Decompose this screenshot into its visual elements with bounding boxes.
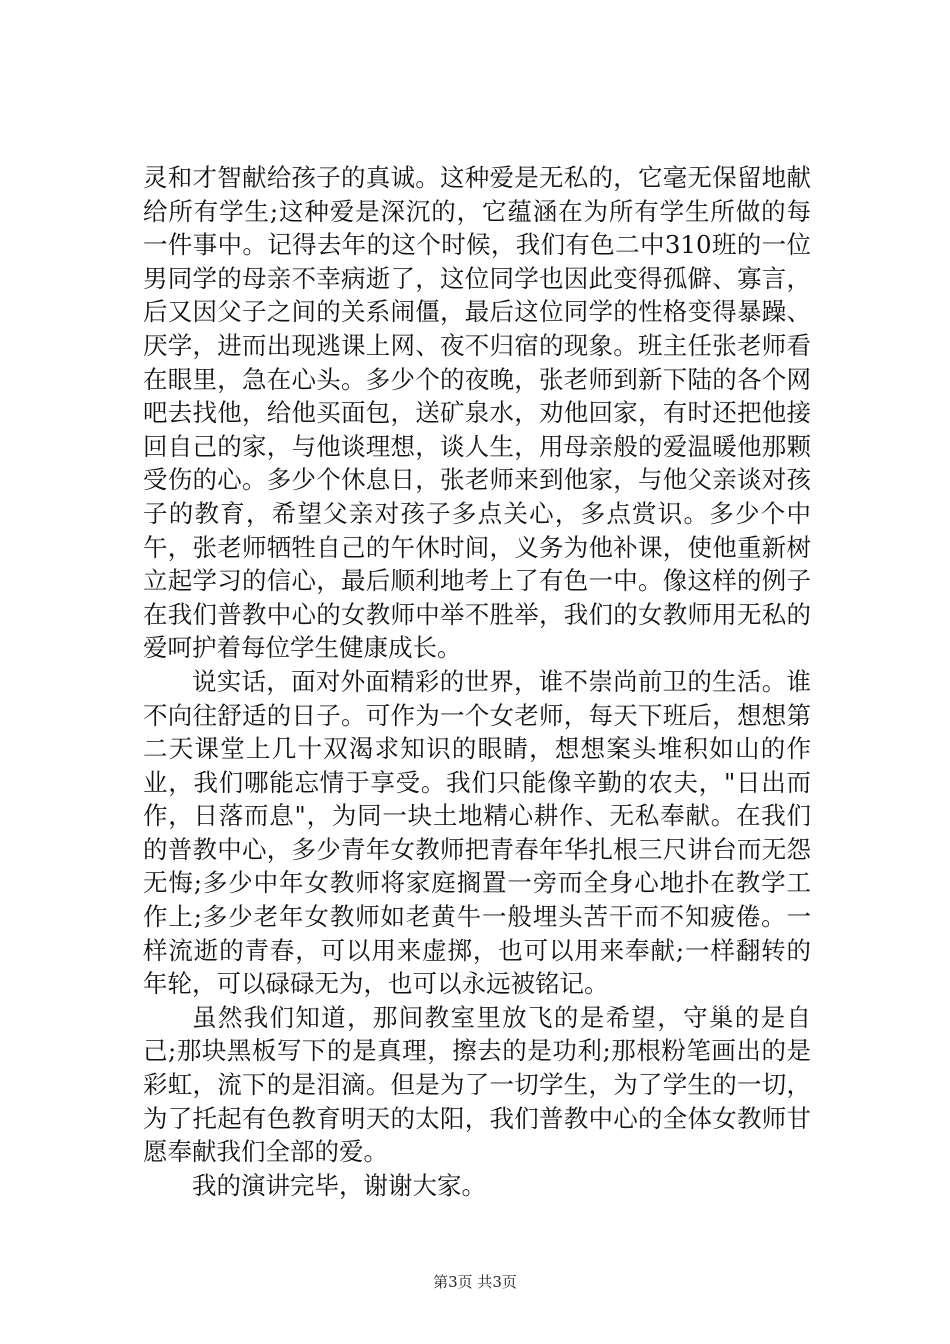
- paragraph-1: 灵和才智献给孩子的真诚。这种爱是无私的，它毫无保留地献给所有学生;这种爱是深沉的，它蕴涵在为所有学生所做的每一件事中。记得去年的这个时候，我们有色二中310班的一位男同学的母亲不幸病逝了，这位同学也因此变得孤僻、寡言，后又因父子之间的关系闹僵，最后这位同学的性格变得暴躁、厌学，进而出现逃课上网、夜不归宿的现象。班主任张老师看在眼里，急在心头。多少个的夜晚，张老师到新下陆的各个网吧去找他，给他买面包，送矿泉水，劝他回家，有时还把他接回自己的家，与他谈理想，谈人生，用母亲般的爱温暖他那颗受伤的心。多少个休息日，张老师来到他家，与他父亲谈对孩子的教育，希望父亲对孩子多点关心，多点赏识。多少个中午，张老师牺牲自己的午休时间，义务为他补课，使他重新树立起学习的信心，最后顺利地考上了有色一中。像这样的例子在我们普教中心的女教师中举不胜举，我们的女教师用无私的爱呵护着每位学生健康成长。: [143, 163, 811, 663]
- paragraph-2: 说实话，面对外面精彩的世界，谁不崇尚前卫的生活。谁不向往舒适的日子。可作为一个女老师，每天下班后，想想第二天课堂上几十双渴求知识的眼睛，想想案头堆积如山的作业，我们哪能忘情于享受。我们只能像辛勤的农夫，"日出而作，日落而息"，为同一块土地精心耕作、无私奉献。在我们的普教中心，多少青年女教师把青春年华扎根三尺讲台而无怨无悔;多少中年女教师将家庭搁置一旁而全身心地扑在教学工作上;多少老年女教师如老黄牛一般埋头苦干而不知疲倦。一样流逝的青春，可以用来虚掷，也可以用来奉献;一样翻转的年轮，可以碌碌无为，也可以永远被铭记。: [143, 666, 811, 999]
- paragraph-3: 虽然我们知道，那间教室里放飞的是希望，守巢的是自己;那块黑板写下的是真理，擦去的是功利;那根粉笔画出的是彩虹，流下的是泪滴。但是为了一切学生，为了学生的一切，为了托起有色教育明天的太阳，我们普教中心的全体女教师甘愿奉献我们全部的爱。: [143, 1002, 811, 1167]
- page-body: [143, 161, 811, 1202]
- page-footer: 第3页 共3页: [433, 1273, 517, 1291]
- paragraph-4: 我的演讲完毕，谢谢大家。: [192, 1170, 486, 1200]
